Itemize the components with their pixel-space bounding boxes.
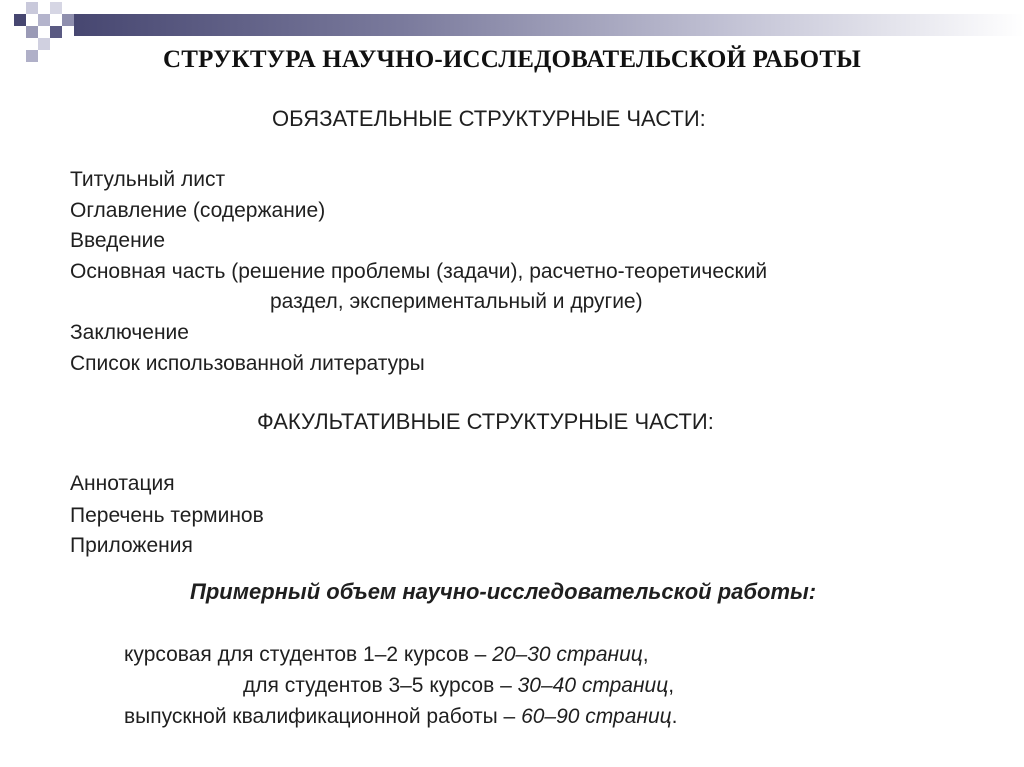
deco-square <box>14 14 26 26</box>
deco-square <box>50 2 62 14</box>
deco-square <box>62 14 74 26</box>
list-item: Перечень терминов <box>70 504 264 527</box>
volume-line <box>124 643 649 667</box>
deco-square <box>26 2 38 14</box>
list-item: Оглавление (содержание) <box>70 199 326 222</box>
volume-line-pages: 30–40 страниц <box>517 674 669 697</box>
list-item: Основная часть (решение проблемы (задачи), расчетно-теоретический <box>70 260 768 283</box>
list-item: Аннотация <box>70 472 175 495</box>
volume-line <box>243 674 674 698</box>
volume-heading: Примерный объем научно-исследовательской работы: <box>190 579 817 604</box>
volume-line-pages: 20–30 страниц <box>492 643 643 666</box>
list-item: Заключение <box>70 321 189 344</box>
volume-line <box>124 705 678 729</box>
list-item: Введение <box>70 229 166 252</box>
volume-line-suffix: , <box>642 643 649 666</box>
volume-line-prefix: для студентов 3–5 курсов – <box>243 674 518 697</box>
deco-square <box>50 26 62 38</box>
volume-line-prefix: выпускной квалификационной работы – <box>124 705 522 728</box>
optional-parts-heading: ФАКУЛЬТАТИВНЫЕ СТРУКТУРНЫЕ ЧАСТИ: <box>257 409 714 434</box>
slide-title: СТРУКТУРА НАУЧНО-ИССЛЕДОВАТЕЛЬСКОЙ РАБОТЫ <box>163 46 861 73</box>
list-item: Титульный лист <box>70 168 226 191</box>
deco-square <box>26 26 38 38</box>
list-item: Приложения <box>70 534 193 557</box>
deco-square <box>38 14 50 26</box>
header-gradient-bar <box>74 14 1024 36</box>
list-item-continuation: раздел, экспериментальный и другие) <box>270 290 643 313</box>
list-item: Список использованной литературы <box>70 352 425 375</box>
volume-line-prefix: курсовая для студентов 1–2 курсов – <box>124 643 493 666</box>
volume-line-suffix: , <box>668 674 675 697</box>
volume-line-pages: 60–90 страниц <box>521 705 672 728</box>
volume-line-suffix: . <box>671 705 678 728</box>
required-parts-heading: ОБЯЗАТЕЛЬНЫЕ СТРУКТУРНЫЕ ЧАСТИ: <box>272 106 706 131</box>
